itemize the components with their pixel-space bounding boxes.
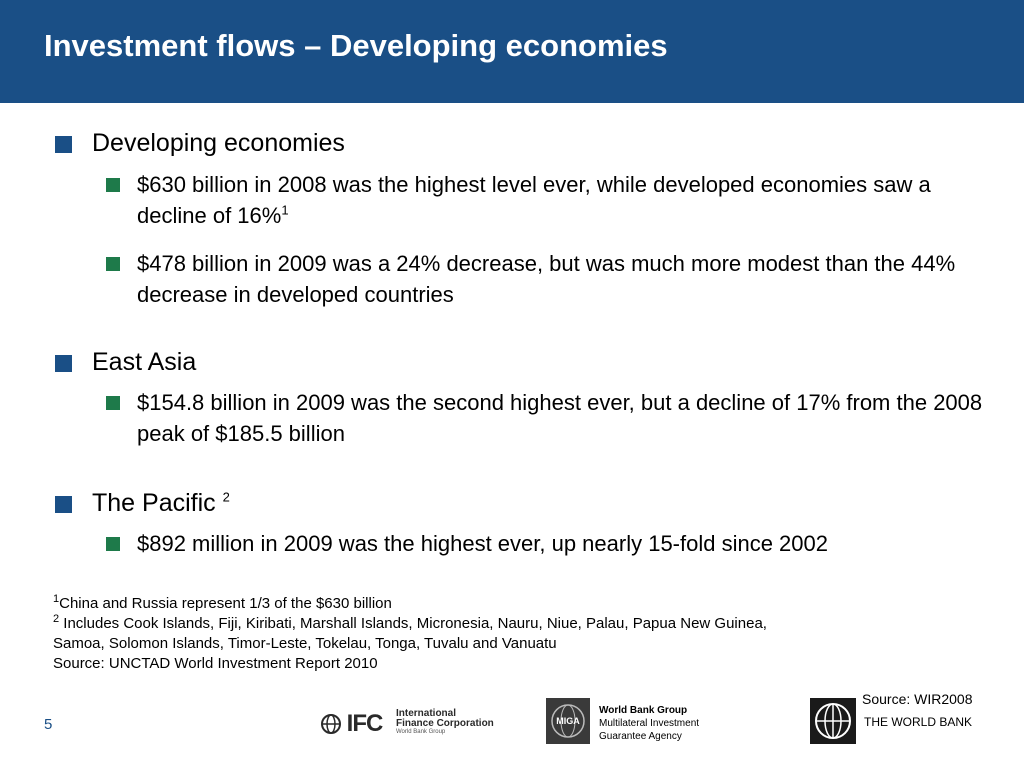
heading-text: East Asia: [92, 348, 197, 376]
page-number: 5: [44, 716, 53, 733]
square-bullet-icon: [106, 178, 120, 192]
footnote-marker: 2: [53, 613, 60, 625]
ifc-mark-text: IFC: [346, 710, 383, 737]
footnote-ref: 1: [281, 202, 289, 218]
ifc-globe-icon: [321, 710, 382, 738]
bullet-item: [106, 528, 997, 559]
world-bank-name: THE WORLD BANK: [864, 715, 973, 729]
miga-line: World Bank Group: [599, 705, 688, 716]
miga-name: [599, 704, 699, 743]
miga-mark-text: MIGA: [556, 716, 580, 726]
footnote-ref: 2: [222, 489, 230, 505]
square-bullet-icon: [106, 537, 120, 551]
square-bullet-icon: [55, 496, 72, 513]
miga-emblem-icon: [546, 698, 590, 744]
footnote-marker: 1: [53, 593, 60, 605]
bullet-item: [106, 169, 997, 231]
footnote-text: China and Russia represent 1/3 of the $630 billion: [59, 595, 392, 612]
footnote-text: Includes Cook Islands, Fiji, Kiribati, Marshall Islands, Micronesia, Nauru, Niue, Palau, Papua New Guinea, Samoa, Solomon Islands, Timor-Leste, Tokelau, Tonga, Tuvalu and Vanuatu: [53, 615, 767, 652]
slide-title: Investment flows – Developing economies: [44, 28, 668, 63]
ifc-subtitle: World Bank Group: [396, 729, 446, 735]
source-label: Source: WIR2008: [862, 691, 973, 707]
miga-logo: [546, 698, 746, 746]
bullet-text: $630 billion in 2008 was the highest level ever, while developed economies saw a decline of 16%: [137, 172, 931, 228]
source-note: Source: UNCTAD World Investment Report 2010: [53, 655, 378, 672]
ifc-name: [396, 709, 494, 729]
ifc-line: International: [396, 708, 457, 719]
world-bank-emblem-icon: [810, 698, 856, 744]
title-bar: [0, 0, 1024, 103]
footnotes: [53, 594, 813, 674]
bullet-text: $478 billion in 2009 was a 24% decrease, but was much more modest than the 44% decrease in developed countries: [137, 251, 956, 307]
section-heading: [55, 127, 997, 159]
bullet-text: $892 million in 2009 was the highest ever, up nearly 15-fold since 2002: [137, 531, 829, 556]
square-bullet-icon: [55, 136, 72, 153]
section-east-asia: [55, 346, 997, 449]
square-bullet-icon: [55, 355, 72, 372]
globe-icon: [810, 698, 856, 744]
heading-text: The Pacific: [92, 489, 216, 517]
bullet-text: $154.8 billion in 2009 was the second highest ever, but a decline of 17% from the 2008 peak of $185.5 billion: [137, 390, 983, 446]
footnote-2: [53, 614, 813, 654]
square-bullet-icon: [106, 257, 120, 271]
globe-icon: [321, 714, 341, 734]
section-heading: [55, 346, 997, 378]
ifc-logo: [321, 708, 501, 738]
ifc-line: Finance Corporation: [396, 718, 494, 729]
bullet-item: [106, 387, 997, 449]
heading-text: Developing economies: [92, 129, 345, 157]
miga-line: Multilateral Investment: [599, 718, 700, 729]
section-the-pacific: [55, 487, 997, 559]
square-bullet-icon: [106, 396, 120, 410]
world-bank-logo: [810, 690, 1010, 746]
section-heading: [55, 487, 997, 519]
section-developing-economies: [55, 127, 997, 310]
bullet-item: [106, 248, 997, 310]
footnote-1: [53, 594, 813, 614]
miga-line: Guarantee Agency: [599, 731, 682, 742]
